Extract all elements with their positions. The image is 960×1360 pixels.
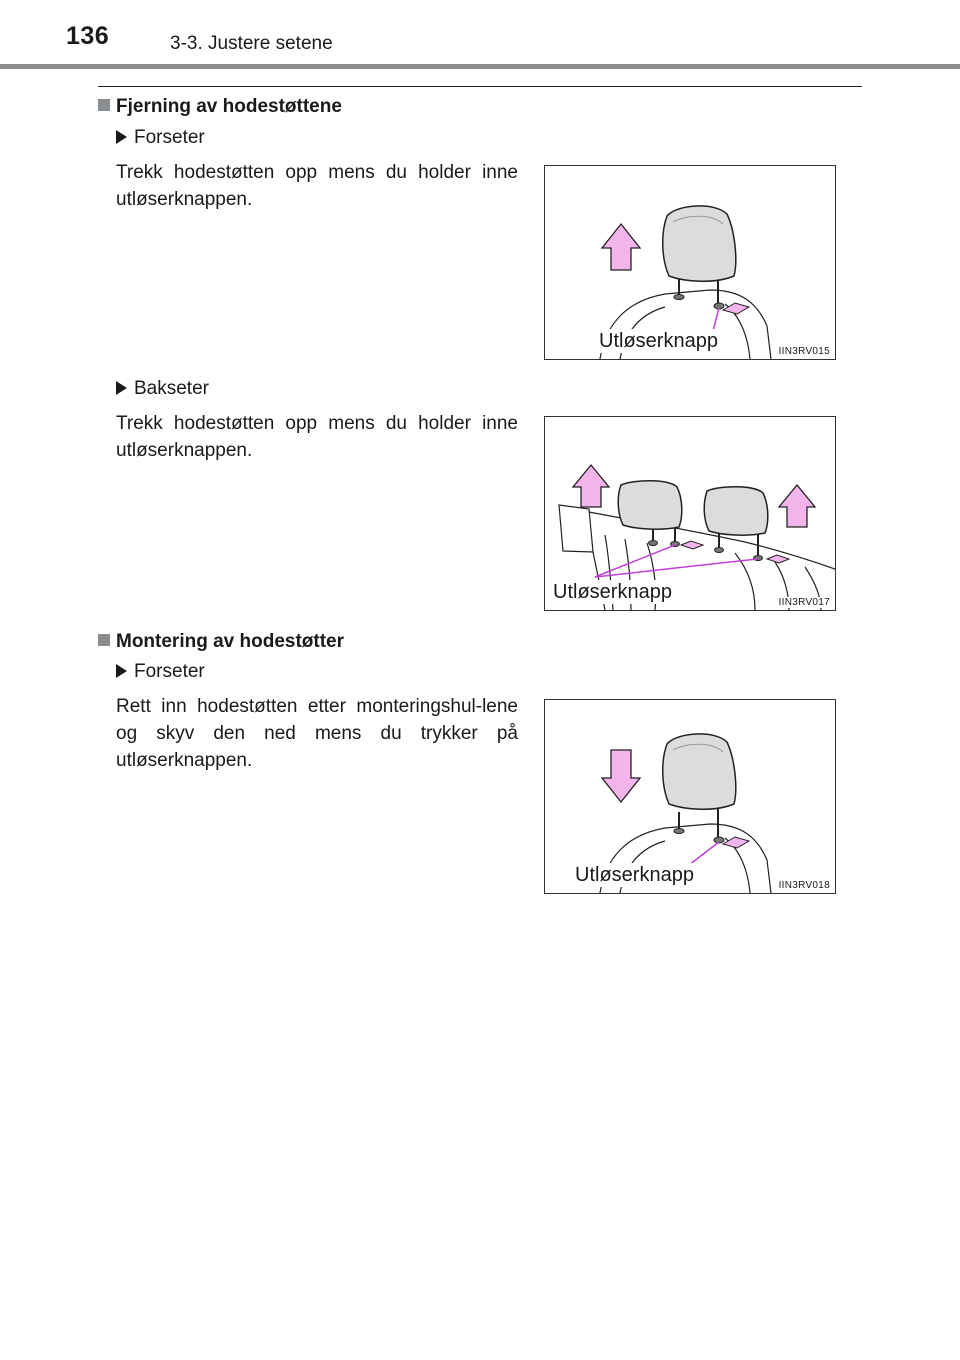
triangle-bullet-icon — [116, 381, 127, 395]
page-header — [0, 0, 960, 66]
instruction-text: Trekk hodestøtten opp mens du holder inne utløserknappen. — [116, 413, 518, 461]
down-arrow-icon — [602, 750, 640, 802]
subheading-text: Forseter — [134, 661, 205, 682]
figure-code: IIN3RV017 — [778, 597, 830, 608]
square-bullet-icon — [98, 634, 110, 646]
triangle-bullet-icon — [116, 130, 127, 144]
up-arrow-icon — [602, 224, 640, 270]
subheading-front-seats-removal — [116, 127, 205, 149]
section-heading-removal — [98, 96, 342, 118]
instruction-text: Rett inn hodestøtten etter monteringshul-lene og skyv den ned mens du trykker på utløserknappen. — [116, 696, 518, 771]
square-bullet-icon — [98, 99, 110, 111]
section-heading-text: Fjerning av hodestøttene — [116, 96, 342, 117]
up-arrow-icon — [573, 465, 609, 507]
figure-code: IIN3RV015 — [778, 346, 830, 357]
subheading-front-seats-installation — [116, 661, 205, 683]
release-button-label: Utløserknapp — [599, 330, 718, 352]
triangle-bullet-icon — [116, 664, 127, 678]
subheading-text: Bakseter — [134, 378, 209, 399]
release-button-label: Utløserknapp — [575, 864, 694, 886]
leader-line — [713, 308, 719, 331]
figure-front-headrest-removal — [544, 165, 836, 360]
figure-code: IIN3RV018 — [778, 880, 830, 891]
page-number: 136 — [66, 22, 110, 50]
figure-front-headrest-installation — [544, 699, 836, 894]
figure-rear-headrest-removal — [544, 416, 836, 611]
instruction-text: Trekk hodestøtten opp mens du holder inne utløserknappen. — [116, 162, 518, 210]
chapter-title: 3-3. Justere setene — [170, 33, 333, 54]
subheading-rear-seats-removal — [116, 378, 209, 400]
top-rule — [98, 86, 862, 87]
up-arrow-icon — [779, 485, 815, 527]
subheading-text: Forseter — [134, 127, 205, 148]
section-heading-text: Montering av hodestøtter — [116, 631, 345, 652]
release-button-label: Utløserknapp — [553, 581, 672, 603]
header-bar — [0, 64, 960, 69]
section-heading-installation — [98, 631, 344, 653]
